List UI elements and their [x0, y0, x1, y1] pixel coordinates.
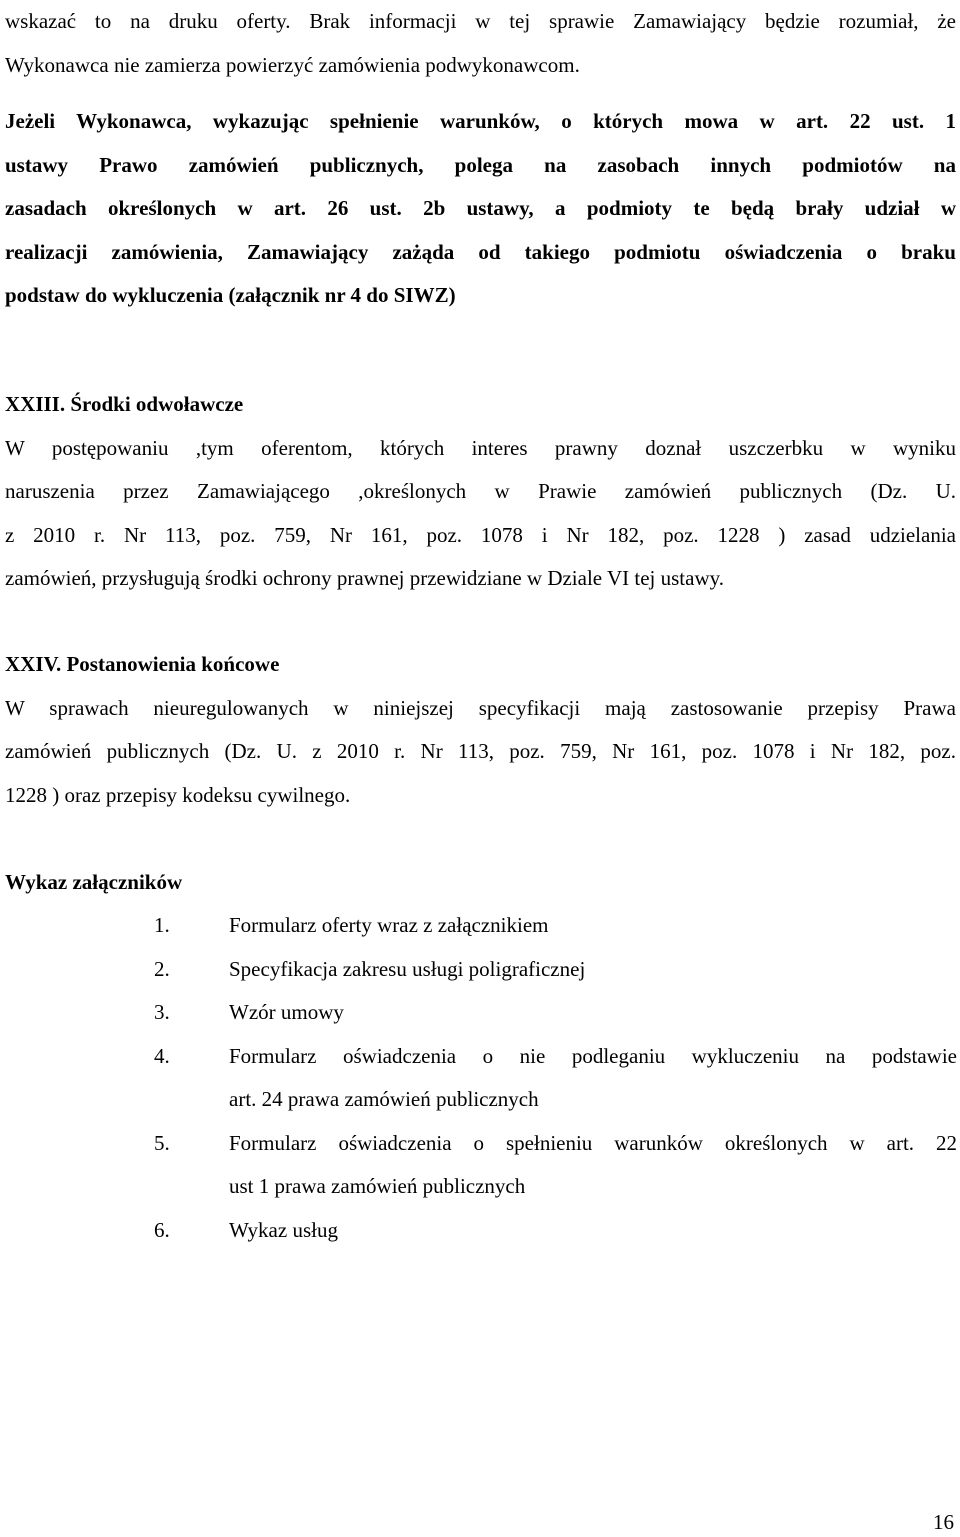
text-line: zasadach określonych w art. 26 ust. 2b ustawy, a podmioty te będą brały udział w [5, 196, 956, 220]
text-line: W sprawach nieuregulowanych w niniejszej specyfikacji mają zastosowanie przepisy Prawa [5, 695, 956, 720]
text-line: ustawy Prawo zamówień publicznych, polega na zasobach innych podmiotów na [5, 152, 956, 177]
intro-paragraph [5, 0, 956, 87]
attachments-heading: Wykaz załączników [5, 870, 183, 894]
list-item-text: Wzór umowy [229, 1000, 344, 1024]
list-item [0, 991, 960, 1035]
text-line: Wykonawca nie zamierza powierzyć zamówienia podwykonawcom. [5, 52, 580, 77]
text-line: realizacji zamówienia, Zamawiający zażąda od takiego podmiotu oświadczenia o braku [5, 239, 956, 264]
list-item [0, 1122, 960, 1209]
section-xxiv [5, 643, 956, 817]
list-item-text: art. 24 prawa zamówień publicznych [229, 1087, 539, 1111]
list-item-number: 3. [154, 1000, 170, 1024]
list-item-text: Formularz oferty wraz z załącznikiem [229, 913, 549, 937]
list-item [0, 1035, 960, 1122]
text-line: podstaw do wykluczenia (załącznik nr 4 do SIWZ) [5, 283, 456, 307]
list-item-number: 6. [154, 1217, 170, 1242]
page-number: 16 [933, 1510, 954, 1534]
list-item-number: 5. [154, 1130, 170, 1155]
text-line: Jeżeli Wykonawca, wykazując spełnienie warunków, o których mowa w art. 22 ust. 1 [5, 109, 956, 133]
text-line: naruszenia przez Zamawiającego ,określonych w Prawie zamówień publicznych (Dz. U. [5, 479, 956, 503]
section-xxiii [5, 383, 956, 601]
list-item [0, 948, 960, 992]
text-line: zamówień publicznych (Dz. U. z 2010 r. Nr 113, poz. 759, Nr 161, poz. 1078 i Nr 182, poz. [5, 739, 956, 763]
list-item-number: 2. [154, 956, 170, 981]
attachments-list [0, 904, 960, 1252]
text-line: z 2010 r. Nr 113, poz. 759, Nr 161, poz. 1078 i Nr 182, poz. 1228 ) zasad udzielania [5, 522, 956, 547]
text-line: 1228 ) oraz przepisy kodeksu cywilnego. [5, 782, 351, 807]
list-item-text: Formularz oświadczenia o spełnieniu warunków określonych w art. 22 [229, 1130, 957, 1155]
list-item-number: 4. [154, 1043, 170, 1068]
list-item-text: Formularz oświadczenia o nie podleganiu wykluczeniu na podstawie [229, 1043, 957, 1068]
section-heading: XXIII. Środki odwoławcze [5, 392, 244, 416]
list-item [0, 1209, 960, 1253]
list-item-text: ust 1 prawa zamówień publicznych [229, 1174, 526, 1198]
bold-paragraph [5, 100, 956, 318]
section-heading: XXIV. Postanowienia końcowe [5, 652, 280, 676]
list-item [0, 904, 960, 948]
list-item-text: Specyfikacja zakresu usługi poligraficznej [229, 956, 586, 981]
text-line: W postępowaniu ,tym oferentom, których interes prawny doznał uszczerbku w wyniku [5, 435, 956, 460]
attachments-section [5, 861, 956, 905]
text-line: zamówień, przysługują środki ochrony prawnej przewidziane w Dziale VI tej ustawy. [5, 566, 725, 590]
text-line: wskazać to na druku oferty. Brak informacji w tej sprawie Zamawiający będzie rozumiał, że [5, 9, 956, 33]
list-item-number: 1. [154, 913, 170, 937]
list-item-text: Wykaz usług [229, 1217, 338, 1242]
